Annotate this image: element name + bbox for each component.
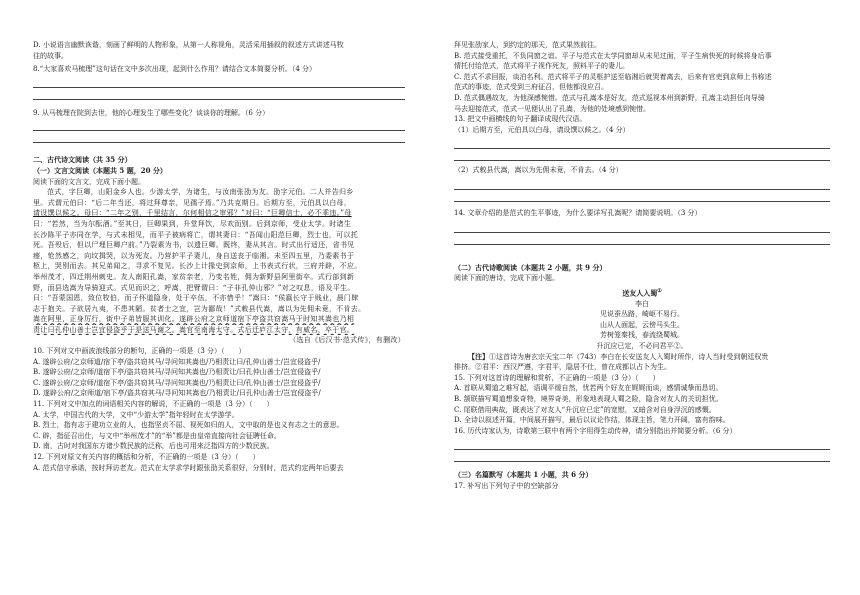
passage-line: 柩上，哭别而去。其兄弟闻之，寻求不复见。长沙上计掾史到京师，上书表式行状，三府并辟，不应。 [33,262,362,271]
question-13: 13. 把文中画横线的句子翻译成现代汉语。 [454,115,587,124]
answer-line[interactable] [454,179,830,190]
reading-instruction: 阅读下面的唐诗，完成下面小题。 [454,274,559,283]
poem-note-line1: 【注】①这首诗为唐玄宗天宝二年（743）李白在长安送友人入蜀时所作，诗人当时受到朝廷权贵 [468,351,769,361]
passage-line: 里。式谓元伯曰：“后二年当还，将过拜尊亲，见孺子焉。”乃共克期日。后期方至，元伯具以白母， [33,198,352,207]
poem-line: 芳树笼秦栈，春流绕蜀城。 [600,331,684,340]
passage-line: 长沙陈平子亦同在学，与式未相见，而平子被病将亡，谓其妻曰：“吾闻山阳范巨卿，烈士也，可以托 [33,230,359,239]
answer-line[interactable] [454,222,830,233]
question-11: 11. 下列对文中加点的词语相关内容的解说，不正确的一项是（3 分）（ ） [33,400,274,409]
passage-line: 曰：“吾蒙国恩，致位牧伯，而子怀道隐身，处于卒伍，不亦惜乎！”嵩曰：“侯嬴长守于贱业，晨门肆 [33,294,359,303]
reading-instruction: 阅读下面的文言文，完成下面小题。 [33,177,145,186]
left-column [33,0,405,595]
section-2-heading: 二、古代诗文阅读（共 35 分） [33,155,132,165]
answer-line[interactable] [454,138,830,149]
q11-option-a[interactable]: A. 太学，中国古代的大学，文中“少游太学”指年轻时在太学游学。 [33,410,239,419]
q12-option-a[interactable]: A. 范式信守承诺，按时拜访老友。范式在太学求学时跟张劭关系很好，分别时，范式约定两年后要去 [33,463,344,472]
passage-line: 举州茂才，四迁荆州刺史。友人南阳孔嵩，家贫亲老，乃变名姓，佣为新野县阿里街卒。式行部到新 [33,272,355,281]
q7-option-d-line2: 往的故事。 [33,51,68,60]
q10-option-d[interactable]: D. 遂辟公府/之京师道/宿下亭/盗共窃其马/寻问知其嵩也/乃相责让/曰孔仲山善士/岂宜侵盗乎/ [33,389,321,398]
answer-line[interactable] [454,234,830,245]
question-15: 15. 下列对这首诗的理解和赏析，不正确的一项是（3 分）（ ） [454,373,660,382]
passage-line-wavy: 嵩在阿里，正身厉行，街中子弟皆服其训化。遂辟公府之京师道宿下亭盗共窃嵩马于时知其嵩也乃相 [33,315,355,324]
question-13-2: （2）式敕县代嵩，嵩以为先佣未竟，不肯去。（4 分） [454,166,623,175]
poem-line: 升沉应已定，不必问君平②。 [596,342,688,351]
q11-option-d[interactable]: D. 南，古时对我国东方诸少数民族的泛称，后也可用来泛指四方的少数民族。 [33,442,274,451]
q15-option-a[interactable]: A. 首联从蜀道之难写起，语调平缓自然，忧若两个好友在娓娓而谈，感情诚挚而恳切。 [454,384,723,393]
passage-line: 志于抱关。子欲居九夷，不患其陋。贫者士之宜，岂为鄙哉！”式敕县代嵩，嵩以为先佣未竟，不肯去。 [33,304,366,313]
section-2b-heading: （二）古代诗歌阅读（本题共 2 小题，共 9 分） [454,262,607,272]
answer-line[interactable] [33,77,405,88]
q11-option-b[interactable]: B. 烈士，指有志于建功立业的人，也指坚贞不屈、视死如归的人，文中取的是也义有志之士的意思。 [33,421,344,430]
q12-option-d-line1[interactable]: D. 范式偶遇故友，为他深感惋惜。范式与孔嵩本是好友，范式巡视本州到新野，孔嵩主动担任向导骑 [454,93,765,102]
question-14: 14. 文章介绍的是范式的生平事迹，为什么要详写孔嵩呢？请简要说明。（3 分） [454,208,702,217]
q15-option-b[interactable]: B. 颔联描写蜀道想象奇特，境界奇美，形象地表现人蜀之险，隐含对友人的关切担忧。 [454,394,723,403]
passage-line: 请设馔以候之。母曰：“二年之别，千里结言，尔何相信之审邪？”对曰：“巨卿信士，必不乖违。”母 [33,209,352,218]
section-3-heading: （三）名篇默写（本题共 1 小题，共 6 分） [454,470,593,480]
answer-line[interactable] [454,150,830,161]
poem-line: 山从人面起，云傍马头生。 [600,320,684,329]
classical-passage [33,187,405,346]
q10-option-b[interactable]: B. 遂辟公府/之京师/道宿下亭/盗共窃其马/寻问知其嵩也/乃相责让/曰孔仲山善士/岂宜侵盗乎/ [33,368,321,377]
section-2a-heading: （一）文言文阅读（本题共 5 题，20 分） [33,165,167,175]
q15-option-c[interactable]: C. 尾联借用典故，既表达了对友人“升沉应已定”的宽慰，又暗含对自身浮沉的感慨。 [454,405,716,414]
poem-line: 见说蚕丛路，崎岖不易行。 [600,310,684,319]
q15-option-d[interactable]: D. 全诗以叙述开篇，中间展开描写，最后以议论作结，体现主旨，笔力开阔，富有韵味。 [454,416,730,425]
poem [454,286,830,352]
poem-author: 李白 [635,299,649,308]
passage-line: 瘗，怆然感之，向坟揖哭，以为死友。乃营护平子妻儿，身自送丧于临湘。未至四五里，乃委素书于 [33,251,355,260]
question-13-1: （1）后期方至，元伯具以白母，请设馔以候之。（4 分） [454,125,630,134]
q12-option-b-line2: 情托付给范式，范式将平子视作死友，照料平子的妻儿。 [454,62,629,71]
q12-option-a-cont: 拜见张劭家人，到约定的那天，范式果然前往。 [454,41,601,49]
q12-option-c-line1[interactable]: C. 范式不求回报，谈泊名利。范式将平子的灵柩护送至临湘后就哭着离去，后来有官吏到京师上书称述 [454,72,772,81]
right-column [454,0,830,595]
question-8: 8.“大家喜欢马梳理”这句话在文中多次出现，起到什么作用？请结合文本简要分析。（4 分） [33,65,317,74]
question-12: 12. 下列对原文有关内容的概括和分析，不正确的一项是（3 分）（ ） [33,453,260,461]
answer-line[interactable] [33,132,405,143]
answer-line[interactable] [33,120,405,131]
passage-line-wavy: 责让曰孔仲山善士岂宜侵盗乎于是送马谢之。嵩官至南海太守。式后迁庐江太守，有威名，卒于官。 [33,325,355,334]
q10-option-a[interactable]: A. 遂辟公府/之京师道/宿下亭/盗共窃其马/寻问知其嵩也/乃相责让曰/孔仲山善士/岂宜侵盗乎/ [33,357,321,366]
q11-option-c[interactable]: C. 辟，指征召出仕，与文中“举州茂才”的“举”都是由皇帝直接向社会征聘任命。 [33,431,281,440]
passage-line: 野，而县选嵩为导骑迎式。式见而识之，呼嵩，把臂谓曰：“子非孔仲山邪？”对之叹息，语及平生。 [33,283,355,292]
poem-note-line2: 排挤。②君平：西汉严遵，字君平，隐居不仕，曾在成都以占卜为生。 [454,363,671,372]
answer-line[interactable] [33,89,405,100]
passage-source: （选自《后汉书·范式传》，有删改） [289,336,405,345]
q7-option-d-line1: D. 小说语言幽默诙谐，刻画了鲜明的人物形象，从第一人称视角，灵活采用插叙的叙述方式讲述马牧 [33,41,344,49]
answer-line[interactable] [454,451,830,462]
passage-line: 范式，字巨卿，山阳金乡人也。少游太学，为诸生，与汝南张劭为友。劭字元伯。二人并告归乡 [47,188,354,197]
poem-title: 送友人入蜀① [622,287,662,298]
question-9: 9. 从马梳理在院到去世，他的心理发生了哪些变化？谈谈你的理解。（6 分） [33,108,270,117]
question-16: 16. 历代诗家认为，诗歌第三联中有两个字用得生动传神，请分别指出并简要分析。（6 分） [454,426,737,435]
question-10: 10. 下列对文中画波浪线部分的断句，正确的一项是（3 分）（ ） [33,347,246,356]
answer-line[interactable] [454,191,830,202]
q12-option-b-line1[interactable]: B. 范式接受重托，不负同窗之谊。平子与范式在太学同窗却从未见过面，平子生病快死的时候将身后事 [454,51,772,60]
q10-option-c[interactable]: C. 遂辟公府/之京师/道宿下亭/盗共窃其马/寻问知其嵩也/乃相责让曰/孔仲山善士/岂宜侵盗乎/ [33,378,321,387]
q12-option-d-line2: 马去迎接范式，范式一见便认出了孔嵩，为他的处境感到惋惜。 [454,104,650,113]
q12-option-c-line2: 范式的事迹，范式受到三府征召，但他都没应召。 [454,83,608,92]
answer-line[interactable] [454,439,830,450]
passage-line: 死。吾殁后，但以尸埋巨卿户前。”乃裂素为书，以遗巨卿。既终，妻从其言。时式出行适还，省书见 [33,241,355,250]
passage-line: 曰：“若然，当为尔酝酒。”至其日，巨卿果到，升堂拜饮，尽欢而别。后到京师，受业太学。时诸生 [33,219,352,228]
question-17: 17. 补写出下列句子中的空缺部分 [454,481,559,490]
